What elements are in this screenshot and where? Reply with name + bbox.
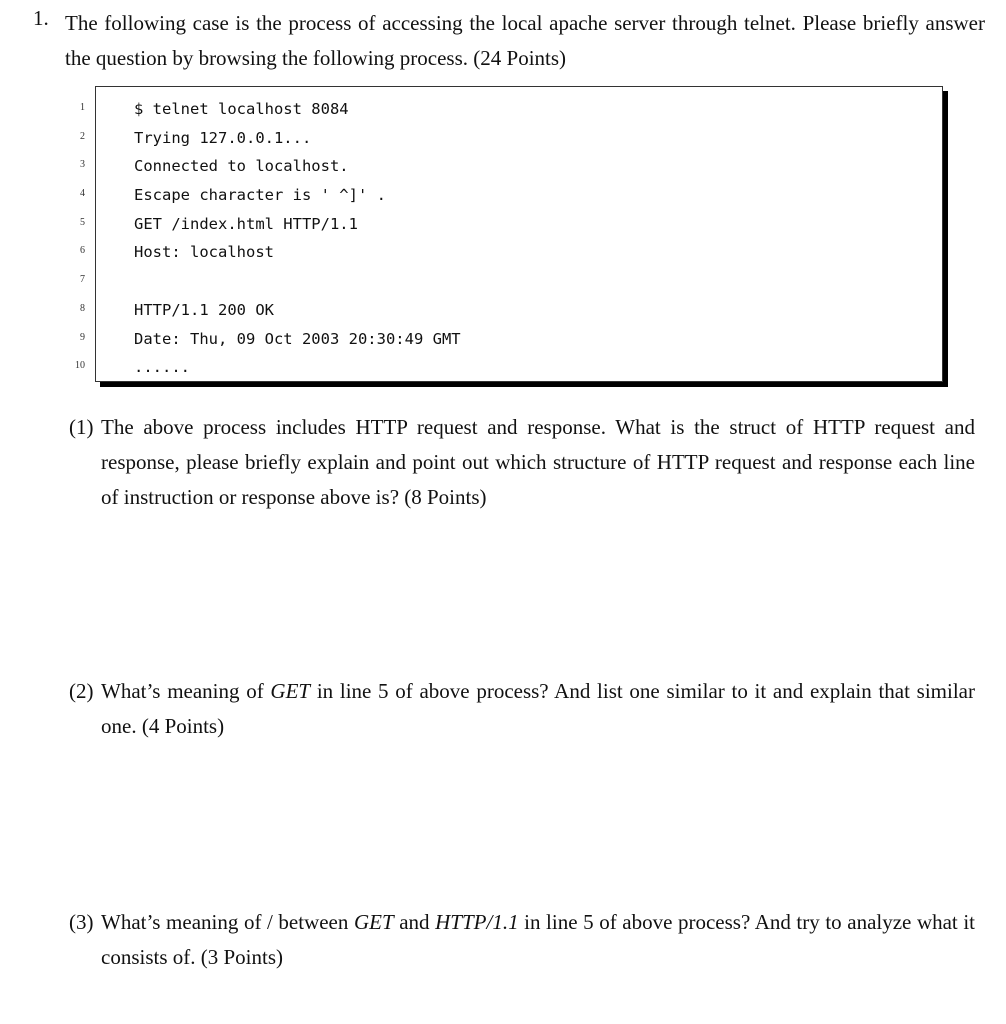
code-line: Escape character is ' ^]' .: [134, 186, 386, 205]
subquestion-number: (3): [69, 910, 94, 934]
telnet-code-listing: [95, 86, 943, 382]
code-line: $ telnet localhost 8084: [134, 100, 349, 118]
term-get: GET: [353, 910, 394, 934]
subquestion-text: What’s meaning of / between GET and HTTP/1.1 in line 5 of above process? And try to analyze what it consists of. (3 Points): [101, 910, 976, 969]
code-line: Host: localhost: [134, 243, 274, 262]
term-get: GET: [270, 679, 311, 703]
line-number: 2: [80, 130, 85, 142]
line-number: 5: [80, 216, 85, 228]
code-line: Trying 127.0.0.1...: [134, 128, 312, 147]
code-lines: [134, 95, 461, 382]
subquestion-number: (1): [69, 415, 94, 439]
code-line: GET /index.html HTTP/1.1: [134, 214, 358, 233]
code-line: HTTP/1.1 200 OK: [134, 300, 274, 319]
subquestion-number: (2): [69, 679, 94, 703]
line-number: 6: [80, 245, 85, 257]
line-number: 1: [80, 102, 85, 113]
line-number: 4: [80, 188, 85, 200]
question-text: The following case is the process of accessing the local apache server through telnet. Please briefly answer the question by browsing the following process. (24 Points): [65, 11, 985, 70]
code-line: [134, 267, 461, 296]
question-number: 1.: [33, 6, 49, 30]
line-number: 10: [75, 360, 85, 372]
line-number: 3: [80, 159, 85, 171]
subquestion-1: [69, 410, 975, 515]
line-number: 9: [80, 331, 85, 343]
code-line: Connected to localhost.: [134, 157, 349, 176]
subquestion-text: What’s meaning of GET in line 5 of above process? And list one similar to it and explain that similar one. (4 Points): [101, 679, 975, 738]
line-number-column: [60, 94, 85, 381]
subquestion-text: The above process includes HTTP request and response. What is the struct of HTTP request and response, please briefly explain and point out which structure of HTTP request and response each line of instruction or response above is? (8 Points): [101, 415, 975, 509]
line-number: 8: [80, 302, 85, 314]
code-line: ......: [134, 358, 190, 377]
line-number: 7: [80, 274, 85, 286]
term-http-version: HTTP/1.1: [435, 910, 519, 934]
subquestion-2: [69, 674, 975, 744]
subquestion-3: [69, 905, 975, 975]
code-line: Date: Thu, 09 Oct 2003 20:30:49 GMT: [134, 329, 461, 348]
